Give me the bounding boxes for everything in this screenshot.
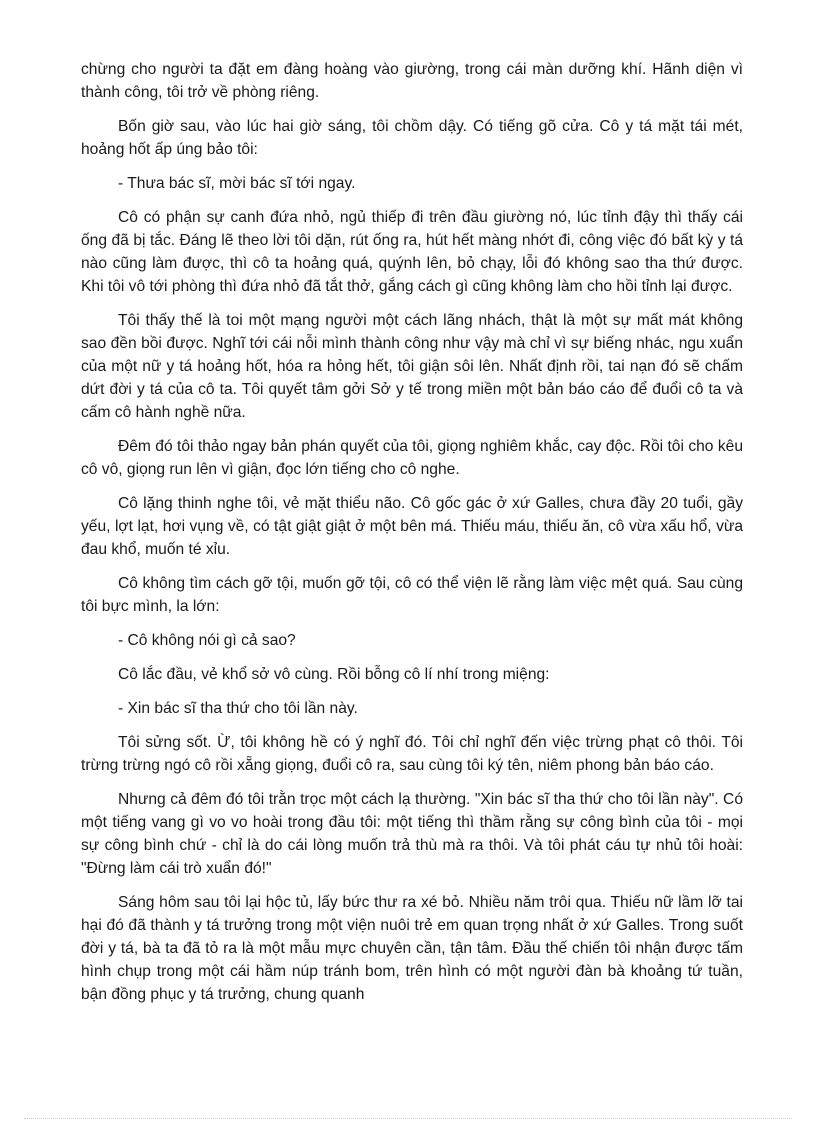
paragraph: Cô có phận sự canh đứa nhỏ, ngủ thiếp đi trên đầu giường nó, lúc tỉnh đậy thì thấy cái ống đã bị tắc. Đáng lẽ theo lời tôi dặn, rút ống ra, hút hết màng nhớt đi, công việc đó bất kỳ y tá nào cũng làm được, thì cô ta hoảng quá, quýnh lên, bỏ chạy, lỗi đó không sao tha thứ được. Khi tôi vô tới phòng thì đứa nhỏ đã tắt thở, gắng cách gì cũng không làm cho hồi tỉnh lại được. <box>81 209 743 295</box>
paragraph: Cô không tìm cách gỡ tội, muốn gỡ tội, cô có thể viện lẽ rằng làm việc mệt quá. Sau cùng tôi bực mình, la lớn: <box>81 575 743 615</box>
document-body <box>81 58 743 1017</box>
paragraph: Sáng hôm sau tôi lại hộc tủ, lấy bức thư ra xé bỏ. Nhiều năm trôi qua. Thiếu nữ lầm lỡ tai hại đó đã thành y tá trưởng trong một viện nuôi trẻ em quan trọng nhất ở xứ Galles. Trong suốt đời y tá, bà ta đã tỏ ra là một mẫu mực chuyên cần, tận tâm. Đầu thế chiến tôi nhận được tấm hình chụp trong một cái hầm núp tránh bom, trên hình có một người đàn bà khoảng tứ tuần, bận đồng phục y tá trưởng, chung quanh <box>81 894 743 1003</box>
dialogue-line: - Cô không nói gì cả sao? <box>118 632 296 649</box>
paragraph: Cô lắc đầu, vẻ khổ sở vô cùng. Rồi bỗng cô lí nhí trong miệng: <box>118 666 550 683</box>
paragraph: Tôi sửng sốt. Ừ, tôi không hề có ý nghĩ đó. Tôi chỉ nghĩ đến việc trừng phạt cô thôi. Tôi trừng trừng ngó cô rồi xẵng giọng, đuổi cô ra, sau cùng tôi ký tên, niêm phong bản báo cáo. <box>81 734 743 774</box>
page-bottom-rule <box>24 1118 792 1119</box>
dialogue-line: - Thưa bác sĩ, mời bác sĩ tới ngay. <box>118 175 356 192</box>
paragraph: Nhưng cả đêm đó tôi trằn trọc một cách lạ thường. "Xin bác sĩ tha thứ cho tôi lần này". Có một tiếng vang gì vo vo hoài trong đầu tôi: một tiếng thì thầm rằng sự công bình của tôi - mọi sự công bình chứ - chỉ là do cái lòng muốn trả thù mà ra thôi. Và tôi phát cáu tự nhủ tôi hoài: "Đừng làm cái trò xuẩn đó!" <box>81 791 743 877</box>
dialogue-line: - Xin bác sĩ tha thứ cho tôi lần này. <box>118 700 358 717</box>
paragraph: Đêm đó tôi thảo ngay bản phán quyết của tôi, giọng nghiêm khắc, cay độc. Rồi tôi cho kêu cô vô, giọng run lên vì giận, đọc lớn tiếng cho cô nghe. <box>81 438 743 478</box>
paragraph-continuation: chừng cho người ta đặt em đàng hoàng vào giường, trong cái màn dưỡng khí. Hãnh diện vì thành công, tôi trở về phòng riêng. <box>81 61 743 101</box>
paragraph: Bốn giờ sau, vào lúc hai giờ sáng, tôi chồm dậy. Có tiếng gõ cửa. Cô y tá mặt tái mét, hoảng hốt ấp úng bảo tôi: <box>81 118 743 158</box>
paragraph: Cô lặng thinh nghe tôi, vẻ mặt thiểu não. Cô gốc gác ở xứ Galles, chưa đầy 20 tuổi, gầy yếu, lợt lạt, hơi vụng về, có tật giật giật ở một bên má. Thiếu máu, thiếu ăn, cô vừa xấu hổ, vừa đau khổ, muốn té xỉu. <box>81 495 743 558</box>
paragraph: Tôi thấy thế là toi một mạng người một cách lãng nhách, thật là một sự mất mát không sao đền bồi được. Nghĩ tới cái nỗi mình thành công như vậy mà chỉ vì sự biếng nhác, ngu xuẩn của một nữ y tá hoảng hốt, hóa ra hỏng hết, tôi giận sôi lên. Nhất định rồi, tai nạn đó sẽ chấm dứt đời y tá của cô ta. Tôi quyết tâm gởi Sở y tế trong miền một bản báo cáo để đuổi cô ta và cấm cô hành nghề nữa. <box>81 312 743 421</box>
